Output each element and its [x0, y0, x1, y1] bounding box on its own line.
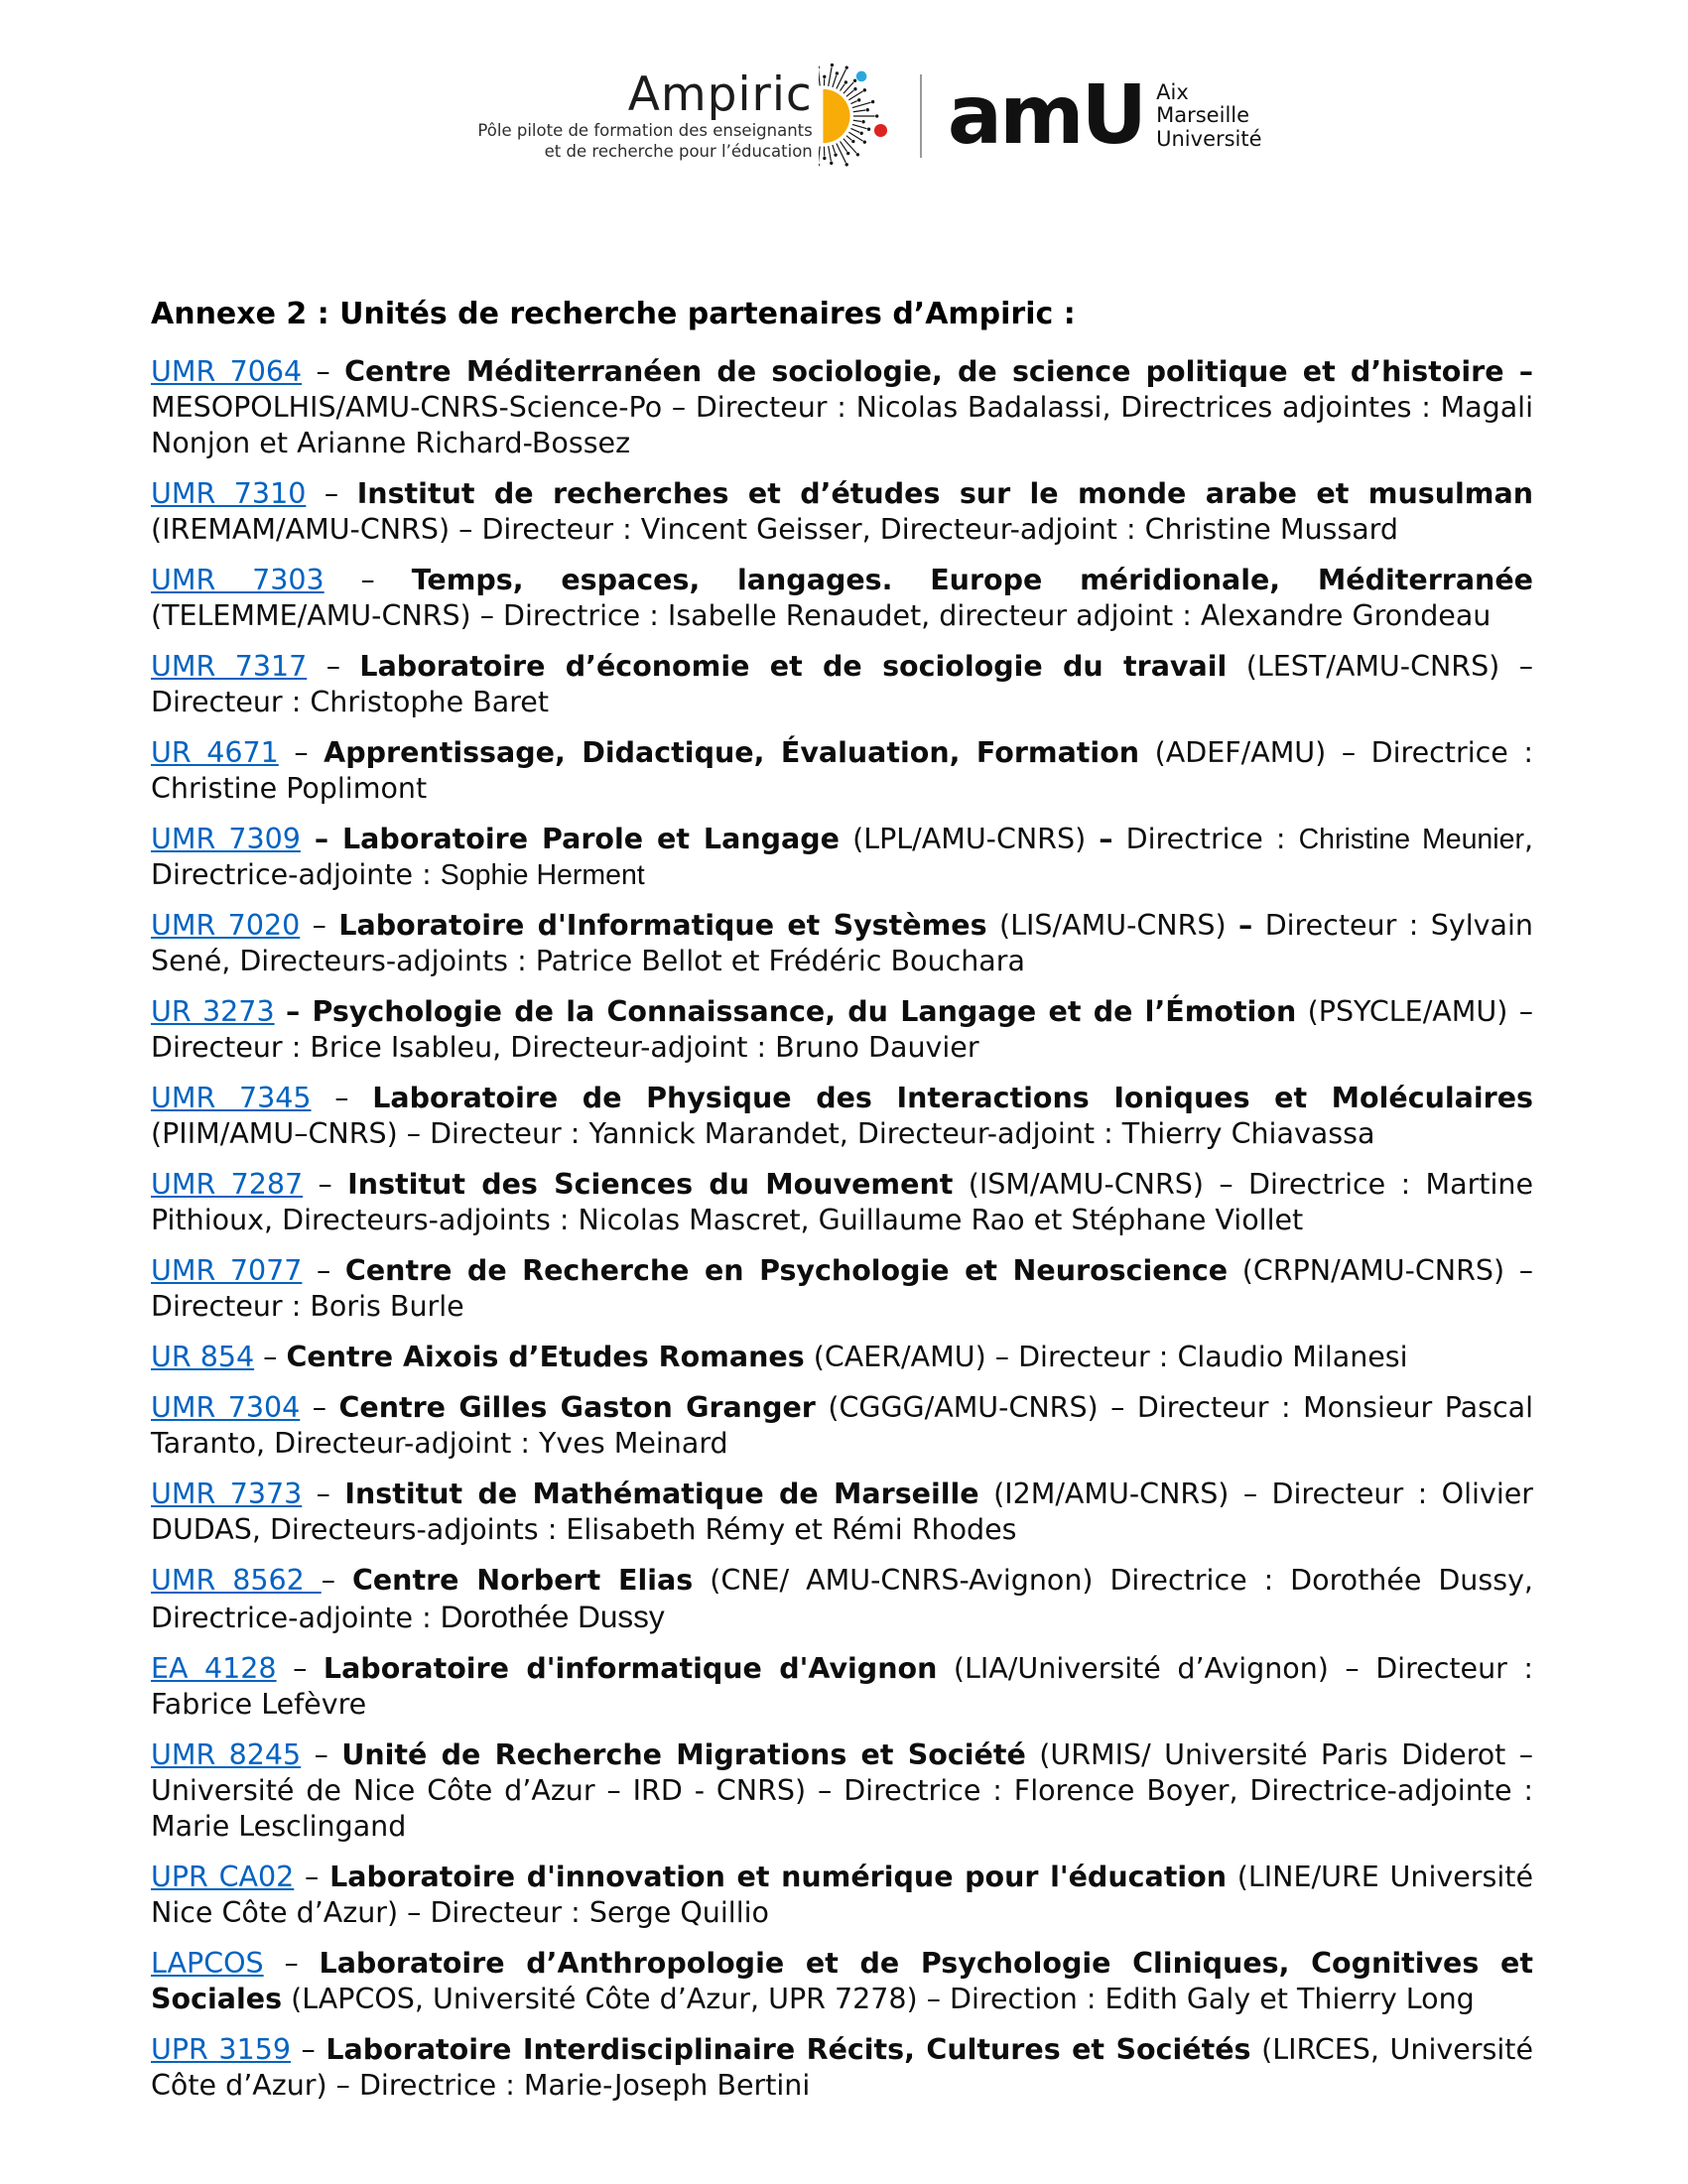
research-unit-entry	[151, 2032, 1533, 2104]
entry-text: –	[303, 1168, 348, 1201]
entry-text: (I2M/AMU-CNRS) – Directeur : Olivier DUDAS, Directeurs-adjoints : Elisabeth Rémy et Rémi Rhodes	[151, 1477, 1533, 1546]
entry-text: (LINE/URE Université Nice Côte d’Azur) – Directeur : Serge Quillio	[151, 1861, 1533, 1929]
header-logos	[151, 38, 1533, 194]
unit-name: Institut de recherches et d’études sur le monde arabe et musulman	[356, 477, 1534, 510]
unit-name: Laboratoire de Physique des Interactions Ioniques et Moléculaires	[372, 1082, 1533, 1114]
entry-text: (LIS/AMU-CNRS)	[986, 909, 1239, 942]
unit-code-link[interactable]: UPR CA02	[151, 1861, 295, 1893]
unit-name: Centre Gilles Gaston Granger	[338, 1391, 816, 1424]
unit-code-link[interactable]: UMR 8245	[151, 1738, 302, 1771]
entry-text: –	[321, 1564, 352, 1597]
unit-code-link[interactable]: EA 4128	[151, 1652, 277, 1685]
entry-text: –	[302, 355, 345, 388]
sun-blue-dot	[856, 71, 867, 82]
sun-red-dot	[874, 124, 887, 137]
amu-acronym: amU	[947, 68, 1145, 164]
entry-text: –	[278, 736, 325, 769]
unit-code-link[interactable]: UMR 7304	[151, 1391, 301, 1424]
unit-code-link[interactable]: UMR 7303	[151, 564, 325, 596]
entries-list	[151, 354, 1533, 2104]
entry-text: (CRPN/AMU-CNRS) –Directeur : Boris Burle	[151, 1254, 1534, 1323]
research-unit-entry	[151, 1081, 1533, 1152]
ampiric-logo	[477, 66, 813, 163]
unit-name: –	[1099, 823, 1113, 855]
entry-text: (PSYCLE/AMU) – Directeur : Brice Isableu, Directeur-adjoint : Bruno Dauvier	[151, 995, 1533, 1064]
unit-code-link[interactable]: UMR 7309	[151, 823, 301, 855]
entry-text: (CGGG/AMU-CNRS) – Directeur : Monsieur Pascal Taranto, Directeur-adjoint : Yves Meinard	[151, 1391, 1533, 1460]
ampiric-tagline-line2: et de recherche pour l’éducation	[544, 141, 813, 161]
unit-code-link[interactable]: UR 3273	[151, 995, 275, 1028]
research-unit-entry	[151, 1340, 1533, 1375]
entry-text: –	[300, 909, 339, 942]
research-unit-entry	[151, 649, 1533, 720]
unit-code-link[interactable]: UR 854	[151, 1341, 255, 1373]
entry-text: –	[307, 650, 360, 683]
unit-name: Centre de Recherche en Psychologie et Neuroscience	[344, 1254, 1229, 1287]
research-unit-entry	[151, 1390, 1533, 1462]
ampiric-tagline	[477, 121, 812, 162]
entry-text: –	[301, 1738, 342, 1771]
entry-text: –	[276, 1652, 324, 1685]
research-unit-entry	[151, 354, 1533, 461]
amu-logo	[947, 68, 1262, 164]
unit-name: Laboratoire Interdisciplinaire Récits, Cultures et Sociétés	[325, 2033, 1251, 2066]
unit-code-link[interactable]: UR 4671	[151, 736, 279, 769]
entry-text: (LEST/AMU-CNRS) – Directeur : Christophe Baret	[151, 650, 1534, 718]
research-unit-entry	[151, 563, 1533, 634]
unit-name: –	[1238, 909, 1253, 942]
research-unit-entry	[151, 994, 1533, 1066]
entry-text: Dorothée Dussy	[440, 1599, 665, 1634]
entry-text: (LIRCES, Université Côte d’Azur) – Directrice : Marie-Joseph Bertini	[151, 2033, 1533, 2102]
amu-name-line3: Université	[1156, 126, 1262, 151]
unit-name: Laboratoire d'innovation et numérique pour l'éducation	[329, 1861, 1228, 1893]
unit-name: Institut de Mathématique de Marseille	[344, 1477, 979, 1510]
entry-text: (LAPCOS, Université Côte d’Azur, UPR 7278) – Direction : Edith Galy et Thierry Long	[282, 1983, 1475, 2015]
unit-name: Apprentissage, Didactique, Évaluation, Formation	[324, 736, 1140, 769]
research-unit-entry	[151, 476, 1533, 548]
unit-code-link[interactable]: UMR 7287	[151, 1168, 304, 1201]
research-unit-entry	[151, 822, 1533, 893]
research-unit-entry	[151, 1167, 1533, 1238]
entry-text: (CNE/ AMU-CNRS-Avignon) Directrice : Dorothée Dussy, Directrice-adjointe :	[151, 1564, 1533, 1634]
unit-code-link[interactable]: UMR 7020	[151, 909, 301, 942]
unit-name: Temps, espaces, langages. Europe méridionale, Méditerranée	[411, 564, 1533, 596]
entry-text: (LIA/Université d’Avignon) – Directeur : Fabrice Lefèvre	[151, 1652, 1534, 1721]
amu-name-line2: Marseille	[1156, 103, 1250, 128]
ampiric-sun-icon	[819, 39, 902, 193]
unit-name: – Laboratoire Parole et Langage	[300, 823, 840, 855]
research-unit-entry	[151, 1737, 1533, 1845]
entry-text: –	[302, 1477, 345, 1510]
unit-name: Centre Norbert Elias	[351, 1564, 694, 1597]
unit-name: – Psychologie de la Connaissance, du Langage et de l’Émotion	[285, 995, 1297, 1028]
research-unit-entry	[151, 1651, 1533, 1723]
entry-text: (LPL/AMU-CNRS)	[839, 823, 1100, 855]
entry-text: –	[311, 1082, 373, 1114]
entry-text: Christine Meunier	[1298, 824, 1524, 855]
entry-text: –	[290, 2033, 326, 2066]
entry-text: –	[294, 1861, 330, 1893]
research-unit-entry	[151, 1253, 1533, 1325]
unit-code-link[interactable]: UMR 7317	[151, 650, 308, 683]
entry-text: , Directrice-adjointe :	[151, 823, 1534, 891]
unit-name: Laboratoire d’Anthropologie et de Psychologie Cliniques, Cognitives et Sociales	[151, 1947, 1533, 2015]
research-unit-entry	[151, 735, 1533, 807]
unit-name: Unité de Recherche Migrations et Société	[341, 1738, 1026, 1771]
entry-text: (PIIM/AMU–CNRS) – Directeur : Yannick Marandet, Directeur-adjoint : Thierry Chiavassa	[151, 1117, 1375, 1150]
unit-code-link[interactable]: UMR 7077	[151, 1254, 303, 1287]
entry-text: –	[300, 1391, 339, 1424]
entry-text: Sophie Herment	[440, 859, 645, 891]
page-title: Annexe 2 : Unités de recherche partenaires d’Ampiric :	[151, 297, 1076, 331]
unit-name: Laboratoire d'informatique d'Avignon	[323, 1652, 938, 1685]
unit-name: Centre Aixois d’Etudes Romanes	[286, 1341, 805, 1373]
ampiric-wordmark: Ampiric	[627, 66, 813, 122]
unit-code-link[interactable]: UPR 3159	[151, 2033, 291, 2066]
entry-text: –	[302, 1254, 345, 1287]
unit-name: Centre Méditerranéen de sociologie, de science politique et d’histoire –	[344, 355, 1534, 388]
unit-code-link[interactable]: UMR 7064	[151, 355, 303, 388]
ampiric-tagline-line1: Pôle pilote de formation des enseignants	[477, 121, 813, 141]
research-unit-entry	[151, 908, 1533, 979]
entry-text: (ISM/AMU-CNRS) – Directrice : Martine Pithioux, Directeurs-adjoints : Nicolas Mascret, Guillaume Rao et Stéphane Viollet	[151, 1168, 1534, 1236]
research-unit-entry	[151, 1860, 1533, 1931]
amu-name	[1156, 81, 1261, 152]
unit-code-link[interactable]: UMR 7310	[151, 477, 307, 510]
entry-text: (TELEMME/AMU-CNRS) – Directrice : Isabelle Renaudet, directeur adjoint : Alexandre Grondeau	[151, 599, 1492, 632]
unit-name: Institut des Sciences du Mouvement	[347, 1168, 954, 1201]
entry-text: –	[324, 564, 412, 596]
unit-name: Laboratoire d’économie et de sociologie du travail	[359, 650, 1228, 683]
entry-text: (URMIS/ Université Paris Diderot – Université de Nice Côte d’Azur – IRD - CNRS) – Directrice : Florence Boyer, Directrice-adjointe : Marie Lesclingand	[151, 1738, 1534, 1843]
entry-text: Directrice :	[1112, 823, 1299, 855]
unit-code-link[interactable]: UMR 8562	[151, 1564, 322, 1597]
entry-text: –	[306, 477, 357, 510]
research-unit-entry	[151, 1946, 1533, 2017]
unit-code-link[interactable]: UMR 7345	[151, 1082, 312, 1114]
entry-text: –	[263, 1947, 320, 1980]
entry-text	[275, 995, 286, 1028]
research-unit-entry	[151, 1563, 1533, 1636]
entry-text: (CAER/AMU) – Directeur : Claudio Milanesi	[804, 1341, 1408, 1373]
unit-name: Laboratoire d'Informatique et Systèmes	[338, 909, 987, 942]
unit-code-link[interactable]: UMR 7373	[151, 1477, 303, 1510]
entry-text: (IREMAM/AMU-CNRS) – Directeur : Vincent Geisser, Directeur-adjoint : Christine Mussard	[151, 513, 1398, 546]
logo-divider	[920, 74, 922, 158]
research-unit-entry	[151, 1477, 1533, 1548]
entry-text: (ADEF/AMU) – Directrice : Christine Poplimont	[151, 736, 1533, 805]
unit-code-link[interactable]: LAPCOS	[151, 1947, 264, 1980]
entry-text: Directeur : Sylvain Sené, Directeurs-adjoints : Patrice Bellot et Frédéric Bouchara	[151, 909, 1533, 977]
amu-name-line1: Aix	[1156, 79, 1189, 104]
entry-text: –	[254, 1341, 287, 1373]
entry-text: MESOPOLHIS/AMU-CNRS-Science-Po – Directeur : Nicolas Badalassi, Directrices adjointes : Magali Nonjon et Arianne Richard-Bossez	[151, 391, 1533, 459]
